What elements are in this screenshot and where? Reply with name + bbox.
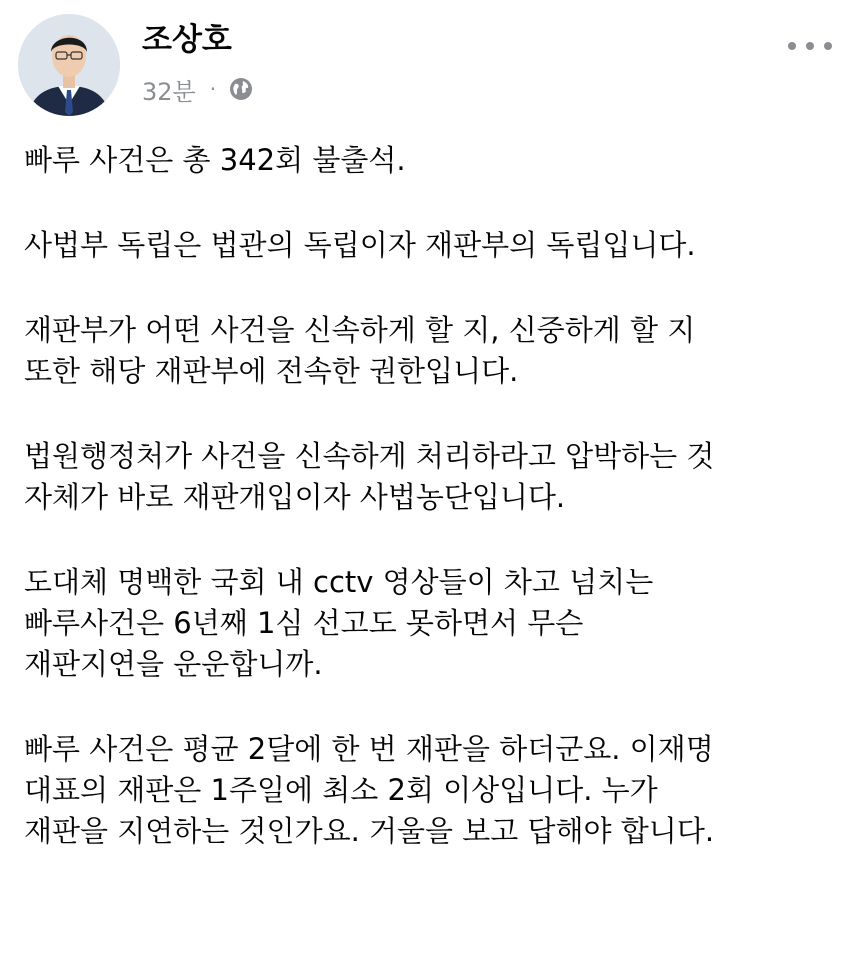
post-paragraph <box>24 310 824 392</box>
post-text-line: 법원행정처가 사건을 신속하게 처리하라고 압박하는 것 <box>24 439 715 473</box>
avatar[interactable] <box>18 14 120 116</box>
post-paragraph <box>24 140 824 181</box>
post-body <box>24 140 824 896</box>
post-paragraph <box>24 562 824 685</box>
post-text-line: 재판지연을 운운합니까. <box>24 647 323 681</box>
post-paragraph <box>24 436 824 518</box>
post-text-line: 자체가 바로 재판개입이자 사법농단입니다. <box>24 480 566 514</box>
more-dot <box>806 42 814 50</box>
post-text-line: 재판을 지연하는 것인가요. 거울을 보고 답해야 합니다. <box>24 814 715 848</box>
post-meta <box>142 72 254 106</box>
post-text-line: 사법부 독립은 법관의 독립이자 재판부의 독립입니다. <box>24 228 696 262</box>
post-text-line: 빠루사건은 6년째 1심 선고도 못하면서 무슨 <box>24 606 584 640</box>
avatar-photo <box>18 14 120 116</box>
post-time[interactable]: 32분 <box>142 77 196 106</box>
post-text-line: 재판부가 어떤 사건을 신속하게 할 지, 신중하게 할 지 <box>24 313 696 347</box>
globe-icon <box>228 76 254 102</box>
meta-separator: · <box>209 77 217 101</box>
post-header <box>0 0 850 125</box>
post-paragraph <box>24 729 824 852</box>
more-options-button[interactable] <box>788 34 832 58</box>
more-dot <box>824 42 832 50</box>
post-text-line: 빠루 사건은 총 342회 불출석. <box>24 143 406 177</box>
post-text-line: 도대체 명백한 국회 내 cctv 영상들이 차고 넘치는 <box>24 565 654 599</box>
post-paragraph <box>24 225 824 266</box>
post-text-line: 빠루 사건은 평균 2달에 한 번 재판을 하더군요. 이재명 <box>24 732 714 766</box>
post-text-line: 또한 해당 재판부에 전속한 권한입니다. <box>24 354 519 388</box>
author-name[interactable]: 조상호 <box>142 22 232 58</box>
more-horizontal-icon <box>788 42 796 50</box>
post-text-line: 대표의 재판은 1주일에 최소 2회 이상입니다. 누가 <box>24 773 658 807</box>
